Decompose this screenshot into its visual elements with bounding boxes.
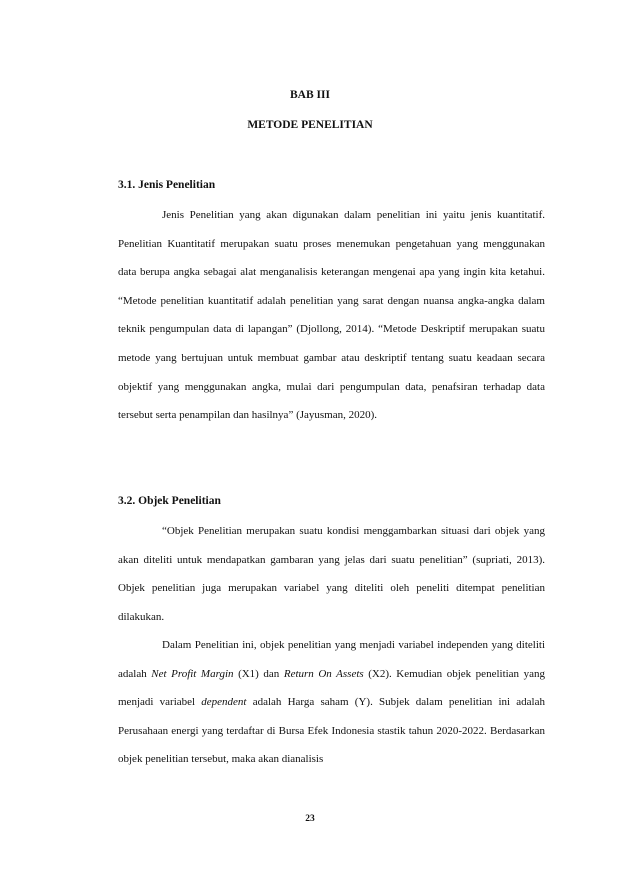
paragraph-jenis-penelitian: Jenis Penelitian yang akan digunakan dalam penelitian ini yaitu jenis kuantitatif. Penelitian Kuantitatif merupakan suatu proses menemukan pengetahuan yang menggunakan data berupa angka sebagai alat menganalisis keterangan mengenai apa yang ingin kita ketahui. “Metode penelitian kuantitatif adalah penelitian yang sarat dengan nuansa angka-angka dalam teknik pengumpulan data di lapangan” (Djollong, 2014). “Metode Deskriptif merupakan suatu metode yang bertujuan untuk membuat gambar atau deskriptif tentang suatu keadaan secara objektif yang menggunakan angka, mulai dari pengumpulan data, penafsiran terhadap data tersebut serta penampilan dan hasilnya” (Jayusman, 2020). [118, 209, 545, 422]
paragraph-text: Dalam Penelitian ini, objek penelitian yang menjadi variabel independen yang diteliti adalah [118, 639, 545, 680]
section-heading-jenis-penelitian: 3.1. Jenis Penelitian [118, 179, 216, 191]
paragraph-text: (X1) dan [233, 667, 284, 680]
page-number: 23 [305, 814, 315, 824]
paragraph-objek-penelitian-variabel [118, 631, 545, 774]
term-return-on-assets: Return On Assets [283, 667, 364, 680]
paragraph-text: (X2). Kemudian objek penelitian yang menjadi variabel [118, 667, 545, 709]
term-net-profit-margin: Net Profit Margin [151, 667, 234, 680]
section-heading-objek-penelitian: 3.2. Objek Penelitian [118, 495, 221, 507]
chapter-title: METODE PENELITIAN [247, 119, 373, 131]
paragraph-objek-penelitian-definisi: “Objek Penelitian merupakan suatu kondisi menggambarkan situasi dari objek yang akan diteliti untuk mendapatkan gambaran yang jelas dari suatu penelitian” (supriati, 2013). Objek penelitian juga merupakan variabel yang diteliti oleh peneliti ditempat penelitian dilakukan. [118, 525, 545, 623]
term-dependent: dependent [201, 696, 247, 709]
chapter-number: BAB III [290, 89, 330, 101]
paragraph-text: adalah Harga saham (Y). Subjek dalam penelitian ini adalah Perusahaan energi yang terdaftar di Bursa Efek Indonesia stastik tahun 2020-2022. Berdasarkan objek penelitian tersebut, maka akan dianalisis [118, 696, 545, 766]
